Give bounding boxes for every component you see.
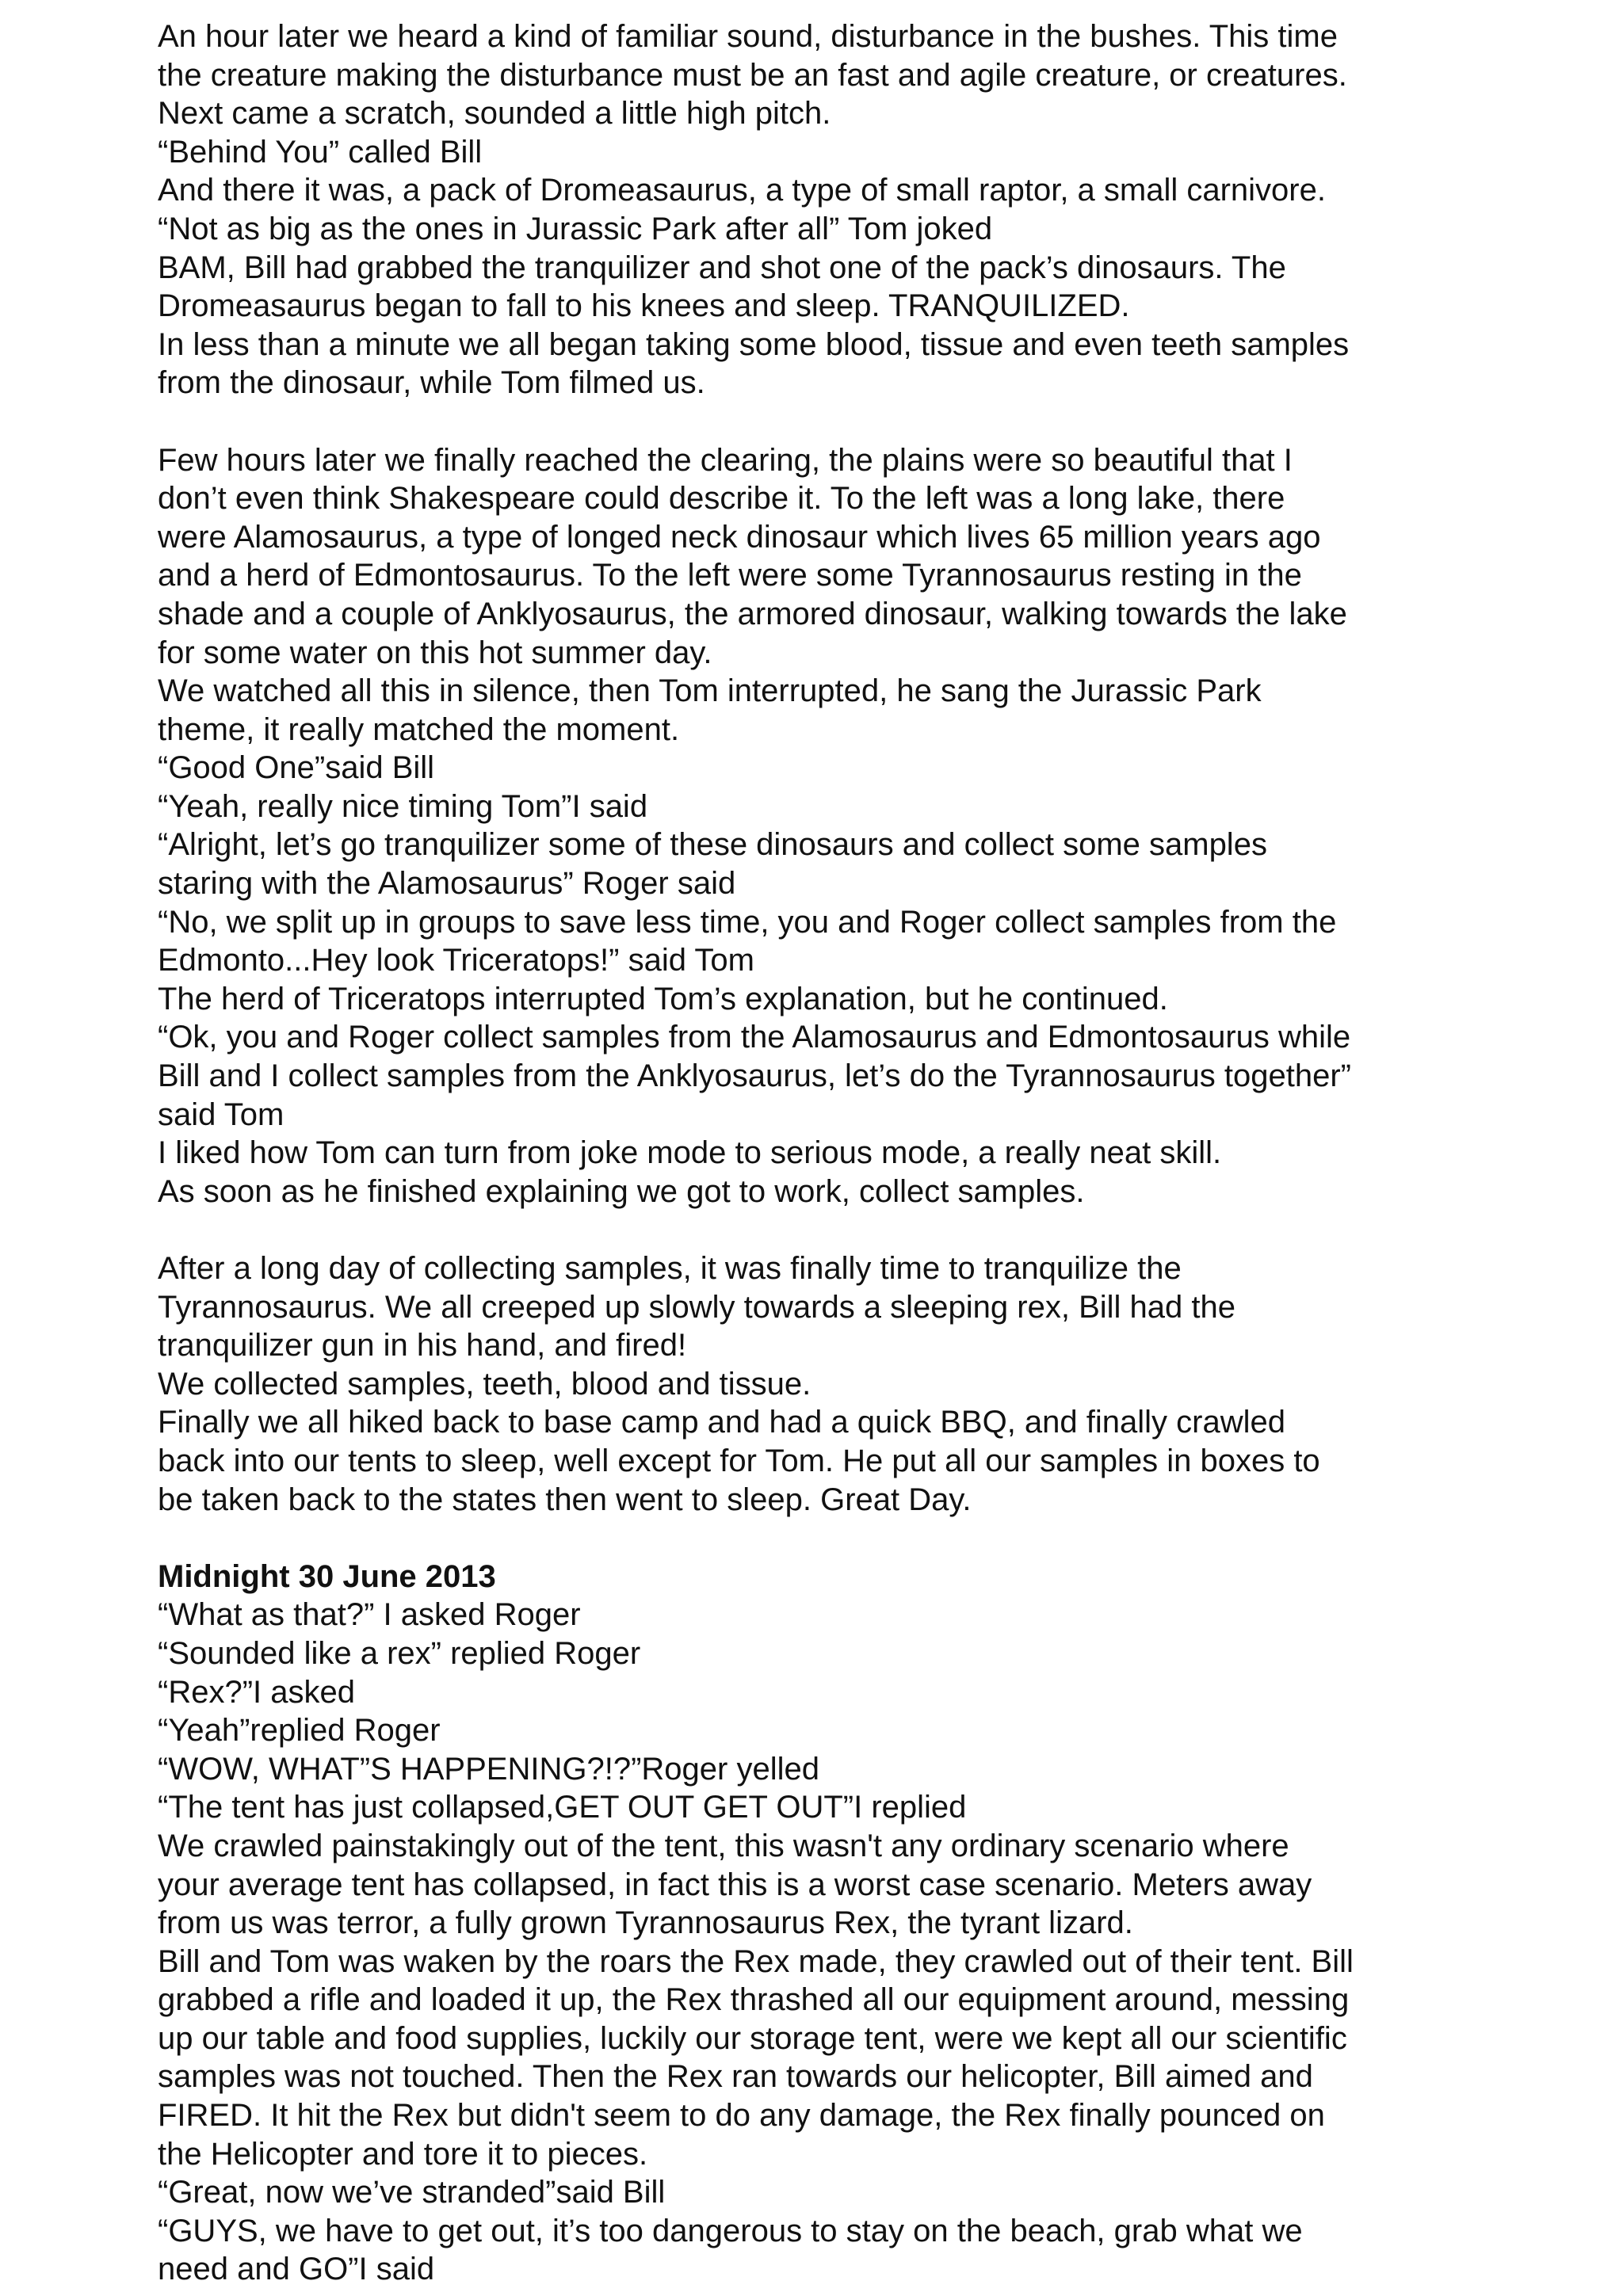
text-line: As soon as he finished explaining we got to work, collect samples. — [158, 1173, 1085, 1209]
text-line: from the dinosaur, while Tom filmed us. — [158, 365, 705, 401]
document-page — [158, 17, 1426, 2289]
text-line: the Helicopter and tore it to pieces. — [158, 2136, 648, 2172]
text-line: shade and a couple of Anklyosaurus, the armored dinosaur, walking towards the lake — [158, 596, 1347, 631]
text-line: “WOW, WHAT”S HAPPENING?!?”Roger yelled — [158, 1751, 819, 1787]
text-line: “Good One”said Bill — [158, 750, 435, 786]
text-line: We watched all this in silence, then Tom interrupted, he sang the Jurassic Park — [158, 673, 1262, 709]
text-line: The herd of Triceratops interrupted Tom’s explanation, but he continued. — [158, 981, 1168, 1016]
text-line: And there it was, a pack of Dromeasaurus, a type of small raptor, a small carnivore. — [158, 173, 1326, 208]
text-line: Tyrannosaurus. We all creeped up slowly towards a sleeping rex, Bill had the — [158, 1289, 1235, 1325]
text-line: Few hours later we finally reached the clearing, the plains were so beautiful that I — [158, 442, 1293, 478]
text-line: “Yeah, really nice timing Tom”I said — [158, 788, 648, 824]
text-line: up our table and food supplies, luckily our storage tent, were we kept all our scientific — [158, 2020, 1347, 2056]
text-line: from us was terror, a fully grown Tyrannosaurus Rex, the tyrant lizard. — [158, 1905, 1133, 1941]
text-line: “No, we split up in groups to save less time, you and Roger collect samples from the — [158, 904, 1337, 940]
paragraph-2 — [158, 441, 1426, 1211]
text-line: tranquilizer gun in his hand, and fired! — [158, 1328, 687, 1363]
paragraph-spacer — [158, 1211, 1426, 1249]
text-line: and a herd of Edmontosaurus. To the left were some Tyrannosaurus resting in the — [158, 558, 1302, 593]
text-line: Dromeasaurus began to fall to his knees and sleep. TRANQUILIZED. — [158, 288, 1130, 324]
text-line: “Rex?”I asked — [158, 1674, 355, 1710]
text-line: were Alamosaurus, a type of longed neck dinosaur which lives 65 million years ago — [158, 519, 1321, 555]
text-line: “GUYS, we have to get out, it’s too dangerous to stay on the beach, grab what we — [158, 2213, 1303, 2248]
text-line: We collected samples, teeth, blood and tissue. — [158, 1366, 812, 1402]
paragraph-1 — [158, 17, 1426, 402]
text-line: need and GO”I said — [158, 2252, 435, 2287]
text-line: After a long day of collecting samples, it was finally time to tranquilize the — [158, 1251, 1182, 1286]
text-line: Next came a scratch, sounded a little high pitch. — [158, 96, 831, 132]
text-line: grabbed a rifle and loaded it up, the Rex thrashed all our equipment around, messing — [158, 1982, 1350, 2018]
text-line: “Behind You” called Bill — [158, 134, 483, 170]
text-line: “Alright, let’s go tranquilizer some of these dinosaurs and collect some samples — [158, 827, 1267, 863]
text-line: the creature making the disturbance must be an fast and agile creature, or creatures. — [158, 57, 1347, 93]
text-line: “Yeah”replied Roger — [158, 1713, 441, 1749]
paragraph-spacer — [158, 402, 1426, 441]
text-line: be taken back to the states then went to sleep. Great Day. — [158, 1482, 972, 1517]
text-line: BAM, Bill had grabbed the tranquilizer and shot one of the pack’s dinosaurs. The — [158, 250, 1286, 285]
text-line: for some water on this hot summer day. — [158, 635, 712, 670]
text-line: “Ok, you and Roger collect samples from the Alamosaurus and Edmontosaurus while — [158, 1020, 1351, 1055]
section-heading: Midnight 30 June 2013 — [158, 1558, 496, 1594]
text-line: staring with the Alamosaurus” Roger said — [158, 866, 736, 902]
text-line: theme, it really matched the moment. — [158, 711, 680, 747]
text-line: “Sounded like a rex” replied Roger — [158, 1635, 641, 1671]
text-line: back into our tents to sleep, well except for Tom. He put all our samples in boxes to — [158, 1443, 1320, 1478]
text-line: We crawled painstakingly out of the tent, this wasn't any ordinary scenario where — [158, 1828, 1289, 1863]
text-line: “Not as big as the ones in Jurassic Park after all” Tom joked — [158, 211, 993, 246]
text-line: samples was not touched. Then the Rex ran towards our helicopter, Bill aimed and — [158, 2059, 1313, 2095]
paragraph-spacer — [158, 1519, 1426, 1558]
text-line: your average tent has collapsed, in fact this is a worst case scenario. Meters away — [158, 1867, 1312, 1902]
text-line: “Great, now we’ve stranded”said Bill — [158, 2175, 666, 2210]
text-line: Bill and Tom was waken by the roars the Rex made, they crawled out of their tent. Bill — [158, 1943, 1354, 1979]
text-line: In less than a minute we all began taking some blood, tissue and even teeth samples — [158, 326, 1350, 362]
text-line: don’t even think Shakespeare could describe it. To the left was a long lake, there — [158, 481, 1285, 517]
paragraph-4 — [158, 1596, 1426, 2289]
text-line: FIRED. It hit the Rex but didn't seem to do any damage, the Rex finally pounced on — [158, 2098, 1325, 2134]
text-line: “What as that?” I asked Roger — [158, 1597, 581, 1633]
text-line: Bill and I collect samples from the Anklyosaurus, let’s do the Tyrannosaurus together” — [158, 1058, 1351, 1094]
text-line: said Tom — [158, 1097, 285, 1132]
text-line: “The tent has just collapsed,GET OUT GET OUT”I replied — [158, 1790, 967, 1825]
text-line: I liked how Tom can turn from joke mode to serious mode, a really neat skill. — [158, 1135, 1222, 1171]
text-line: Edmonto...Hey look Triceratops!” said Tom — [158, 943, 754, 978]
text-line: Finally we all hiked back to base camp and had a quick BBQ, and finally crawled — [158, 1405, 1285, 1440]
paragraph-3 — [158, 1249, 1426, 1519]
text-line: An hour later we heard a kind of familiar sound, disturbance in the bushes. This time — [158, 19, 1338, 54]
